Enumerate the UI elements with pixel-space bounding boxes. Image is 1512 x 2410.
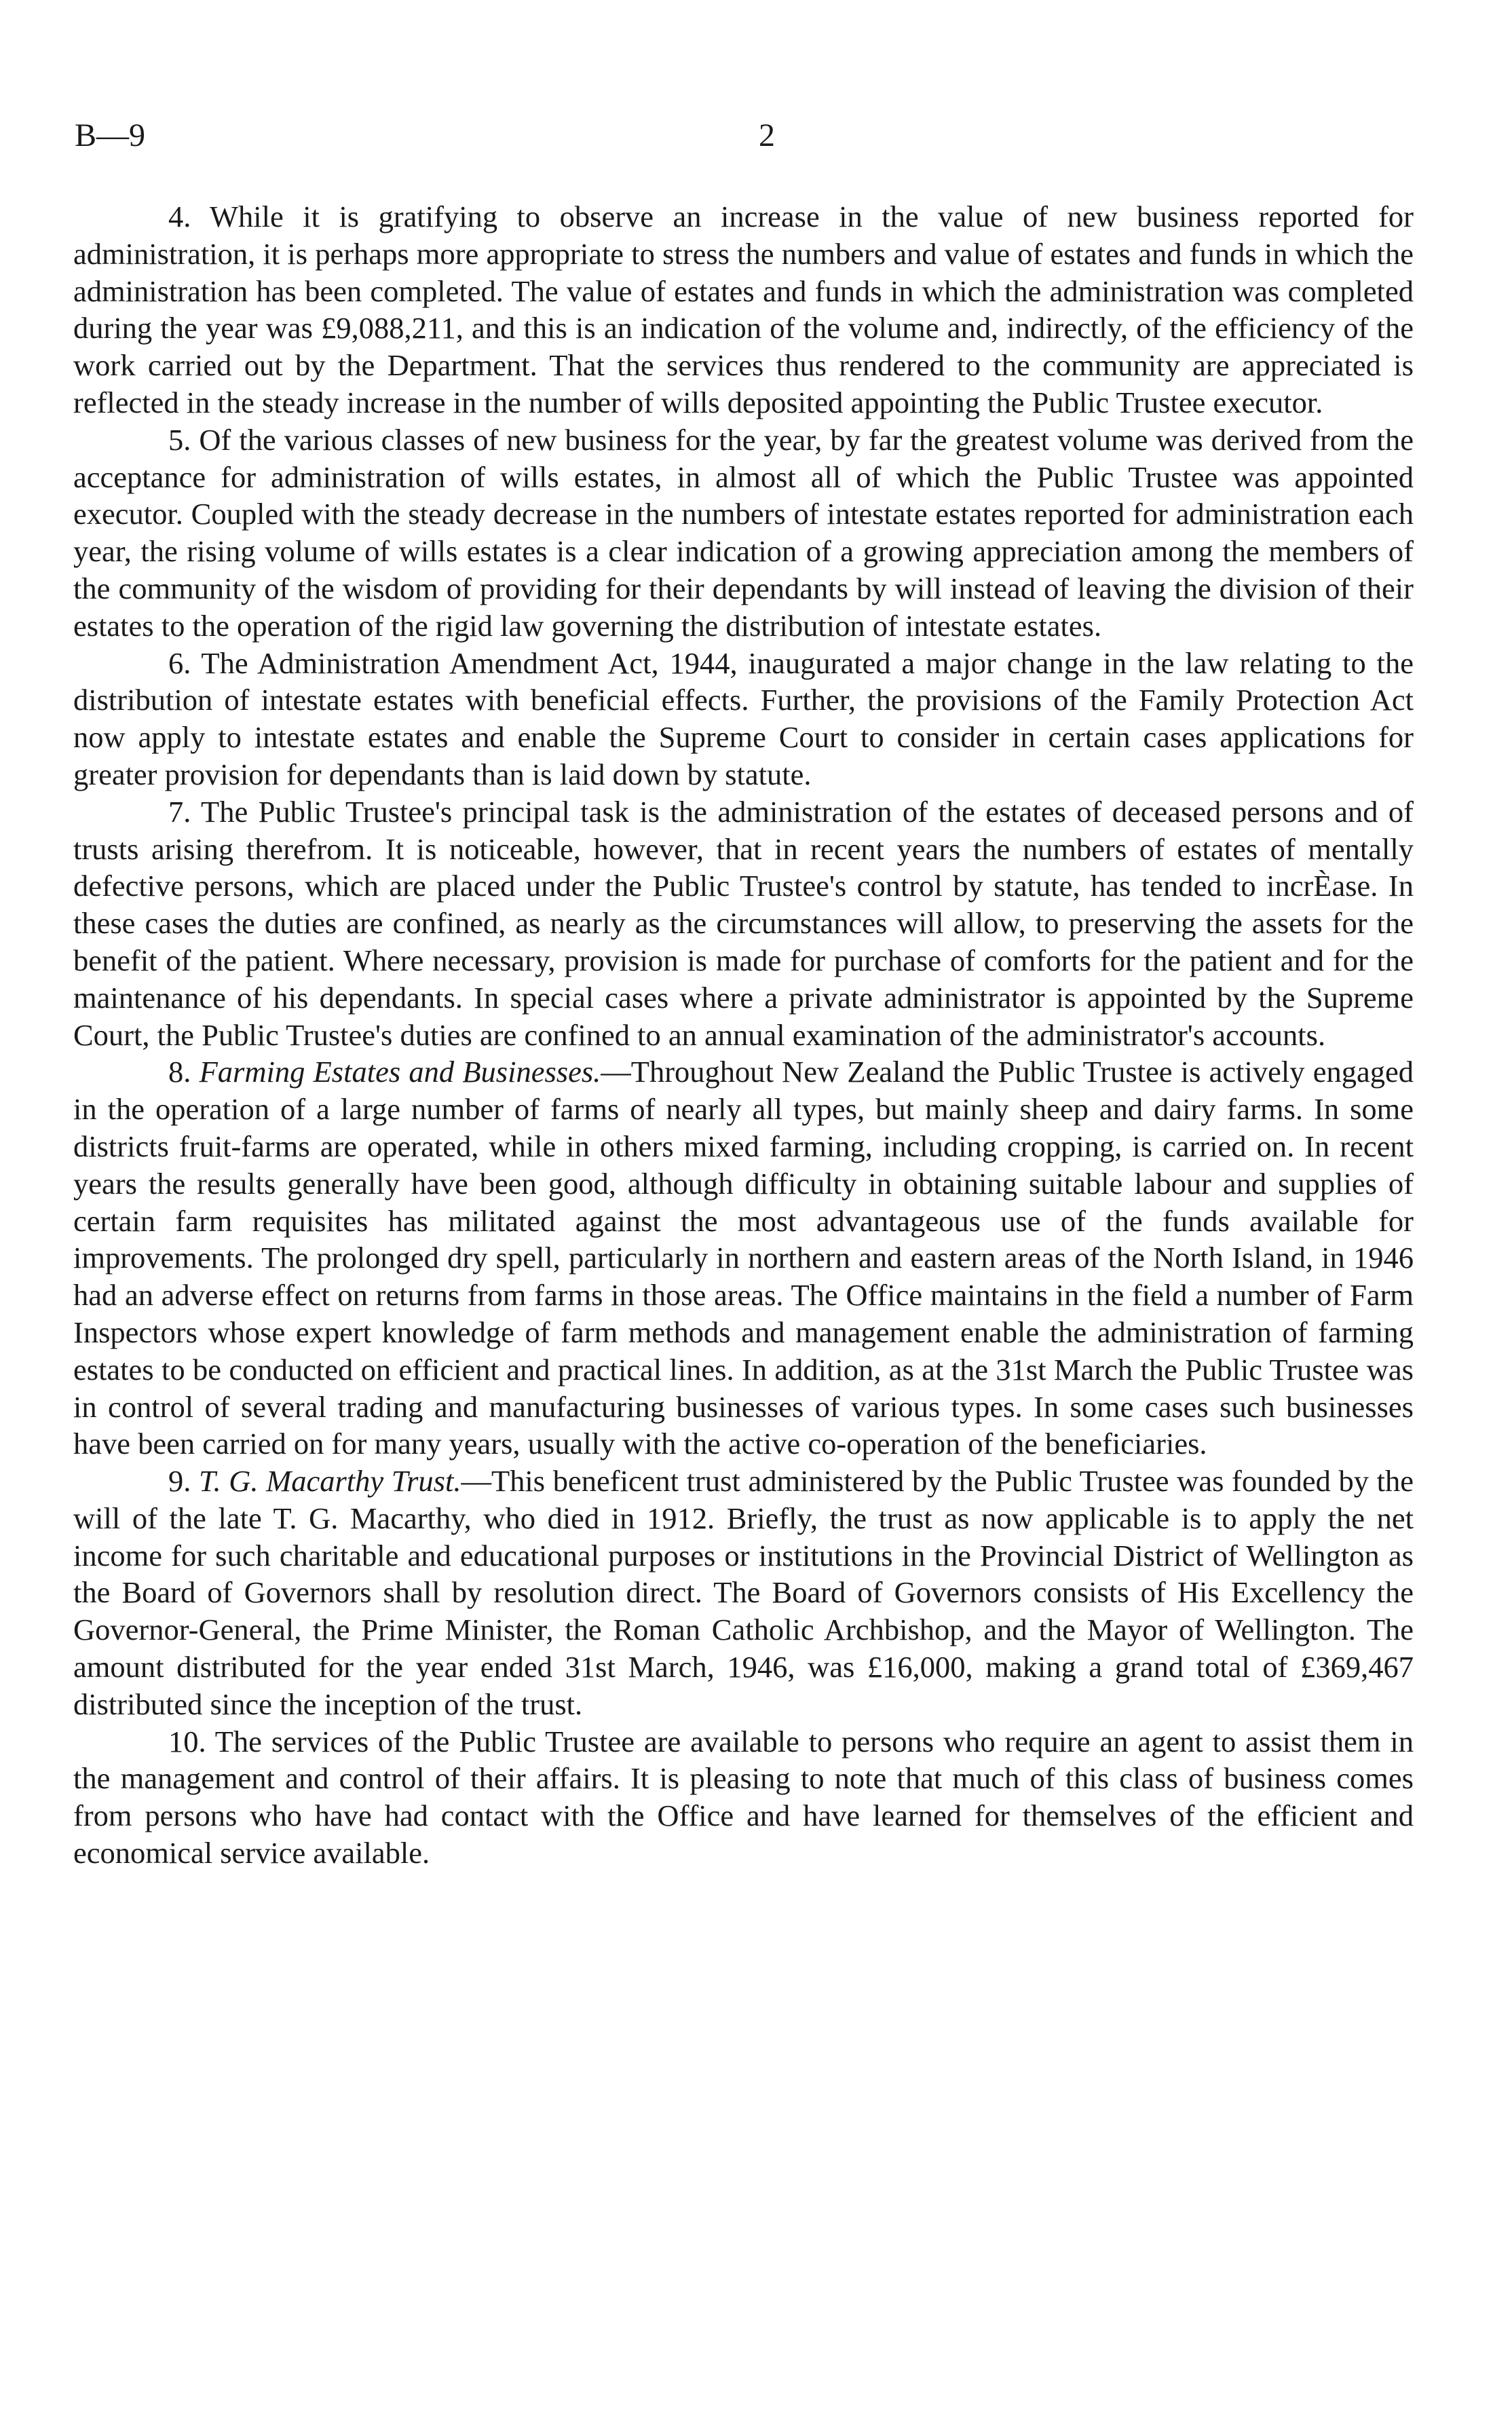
paragraph-10: 10. The services of the Public Trustee are available to persons who require an agent to assist them in the management and control of their affairs. It is pleasing to note that much of this class of business comes from persons who have had contact with the Office and have learned for themselves of the efficient and economical service available. — [73, 1724, 1414, 1870]
body-text — [73, 198, 1414, 1872]
paragraph-7: 7. The Public Trustee's principal task is the administration of the estates of deceased persons and of trusts arising therefrom. It is noticeable, however, that in recent years the numbers of estates of mentally defective persons, which are placed under the Public Trustee's control by statute, has tended to incrÈase. In these cases the duties are confined, as nearly as the circumstances will allow, to preserving the assets for the benefit of the patient. Where necessary, provision is made for purchase of comforts for the patient and for the maintenance of his dependants. In special cases where a private administrator is appointed by the Supreme Court, the Public Trustee's duties are confined to an annual examination of the administrator's accounts. — [73, 794, 1414, 1052]
document-code: B—9 — [75, 117, 146, 153]
paragraph-4: 4. While it is gratifying to observe an increase in the value of new business reported for administration, it is perhaps more appropriate to stress the numbers and value of estates and funds in which the administration has been completed. The value of estates and funds in which the administration was completed during the year was £9,088,211, and this is an indication of the volume and, indirectly, of the efficiency of the work carried out by the Department. That the services thus rendered to the community are appreciated is reflected in the steady increase in the number of wills deposited appointing the Public Trustee executor. — [73, 200, 1414, 419]
paragraph-6: 6. The Administration Amendment Act, 1944, inaugurated a major change in the law relating to the distribution of intestate estates with beneficial effects. Further, the provisions of the Family Protection Act now apply to intestate estates and enable the Supreme Court to consider in certain cases applications for greater provision for dependants than is laid down by statute. — [73, 645, 1414, 791]
paragraph-number: 9. — [168, 1464, 191, 1499]
paragraph-5: 5. Of the various classes of new business for the year, by far the greatest volume was derived from the acceptance for administration of wills estates, in almost all of which the Public Trustee was appointed executor. Coupled with the steady decrease in the numbers of intestate estates reported for administration each year, the rising volume of wills estates is a clear indication of a growing appreciation among the members of the community of the wisdom of providing for their dependants by will instead of leaving the division of their estates to the operation of the rigid law governing the distribution of intestate estates. — [73, 422, 1414, 643]
page-number: 2 — [759, 117, 775, 153]
paragraph-number: 8. — [168, 1055, 191, 1089]
paragraph-heading: Farming Estates and Businesses. — [199, 1055, 601, 1089]
paragraph-8-farming-estates: 8. Farming Estates and Businesses.—Throughout New Zealand the Public Trustee is actively engaged in the operation of a large number of farms of nearly all types, but mainly sheep and dairy farms. In some districts fruit-farms are operated, while in others mixed farming, including cropping, is carried on. In recent years the results generally have been good, although difficulty in obtaining suitable labour and supplies of certain farm requisites has militated against the most advantageous use of the funds available for improvements. The prolonged dry spell, particularly in northern and eastern areas of the North Island, in 1946 had an adverse effect on returns from farms in those areas. The Office maintains in the field a number of Farm Inspectors whose expert knowledge of farm methods and management enable the administration of farming estates to be conducted on efficient and practical lines. In addition, as at the 31st March the Public Trustee was in control of several trading and manufacturing businesses of various types. In some cases such businesses have been carried on for many years, usually with the active co-operation of the beneficiaries. — [73, 1055, 1414, 1461]
paragraph-heading: T. G. Macarthy Trust. — [199, 1464, 461, 1499]
page-header — [75, 115, 1432, 156]
paragraph-9-macarthy-trust: 9. T. G. Macarthy Trust.—This beneficent trust administered by the Public Trustee was founded by the will of the late T. G. Macarthy, who died in 1912. Briefly, the trust as now applicable is to apply the net income for such charitable and educational purposes or institutions in the Provincial District of Wellington as the Board of Governors shall by resolution direct. The Board of Governors consists of His Excellency the Governor-General, the Prime Minister, the Roman Catholic Archbishop, and the Mayor of Wellington. The amount distributed for the year ended 31st March, 1946, was £16,000, making a grand total of £369,467 distributed since the inception of the trust. — [73, 1464, 1414, 1721]
